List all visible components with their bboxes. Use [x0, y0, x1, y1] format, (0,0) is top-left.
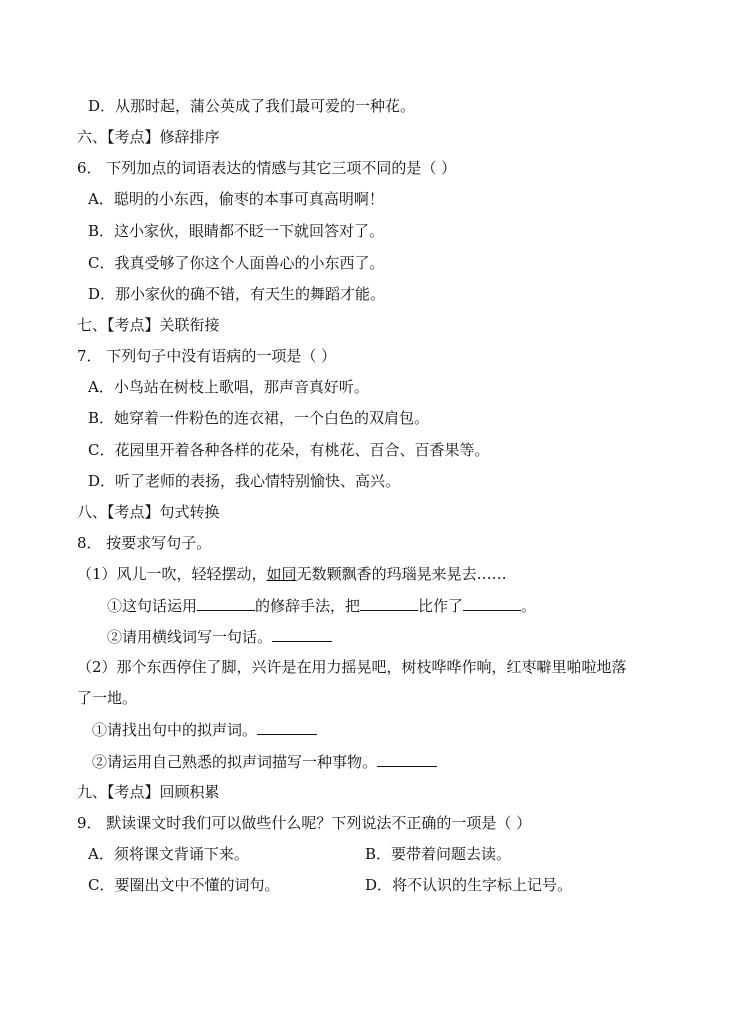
q9-option-d: D．将不认识的生字标上记号。 — [365, 876, 573, 894]
q8-stem: 8． 按要求写句子。 — [77, 534, 212, 552]
q8-part2-item1 — [92, 718, 317, 741]
section-8-heading: 八、【考点】句式转换 — [77, 503, 220, 521]
answer-blank-description[interactable] — [377, 750, 437, 767]
q8-part1-item2-text: ②请用横线词写一句话。 — [107, 628, 273, 646]
answer-blank-object[interactable] — [463, 594, 521, 611]
answer-blank-rhetoric[interactable] — [197, 594, 255, 611]
q7-option-d: D．听了老师的表扬，我心情特别愉快、高兴。 — [88, 472, 401, 490]
q9-option-a: A．须将课文背诵下来。 — [88, 845, 249, 863]
q6-stem: 6． 下列加点的词语表达的情感与其它三项不同的是（ ） — [77, 159, 457, 177]
q9-option-b: B．要带着问题去读。 — [365, 845, 512, 863]
q8-part1-item1-text-d: 。 — [521, 597, 537, 615]
answer-blank-onomatopoeia[interactable] — [257, 718, 317, 735]
q8-part2-item1-text: ①请找出句中的拟声词。 — [92, 721, 258, 739]
q7-option-c: C．花园里开着各种各样的花朵，有桃花、百合、百香果等。 — [88, 441, 490, 459]
q8-part2-item2 — [92, 750, 437, 773]
q6-option-b: B．这小家伙，眼睛都不眨一下就回答对了。 — [88, 222, 385, 240]
section-7-heading: 七、【考点】关联衔接 — [77, 316, 220, 334]
q6-option-a: A．聪明的小东西，偷枣的本事可真高明啊！ — [88, 190, 384, 208]
q8-part2-sentence-line2: 了一地。 — [77, 689, 138, 707]
q7-option-a: A．小鸟站在树枝上歌唱，那声音真好听。 — [88, 378, 369, 396]
section-9-heading: 九、【考点】回顾积累 — [77, 783, 220, 801]
q6-option-c: C．我真受够了你这个人面兽心的小东西了。 — [88, 254, 385, 272]
q9-stem: 9． 默读课文时我们可以做些什么呢？下列说法不正确的一项是（ ） — [77, 814, 532, 832]
q8-part2-sentence-line1: （2）那个东西停住了脚，兴许是在用力摇晃吧，树枝哗哗作响，红枣噼里啪啦地落 — [77, 658, 627, 676]
q8-part1-item1 — [107, 594, 536, 617]
q8-part1-item2 — [107, 625, 332, 648]
q5-option-d: D．从那时起，蒲公英成了我们最可爱的一种花。 — [88, 97, 416, 115]
q8-part1-item1-text-a: ①这句话运用 — [107, 597, 198, 615]
q8-part1-item1-text-c: 比作了 — [418, 597, 464, 615]
answer-blank-sentence[interactable] — [272, 625, 332, 642]
section-6-heading: 六、【考点】修辞排序 — [77, 128, 220, 146]
q8-part1-item1-text-b: 的修辞手法，把 — [255, 597, 361, 615]
q6-option-d: D．那小家伙的确不错，有天生的舞蹈才能。 — [88, 285, 386, 303]
answer-blank-subject[interactable] — [360, 594, 418, 611]
q8-part1-underlined-word: 如同 — [266, 565, 297, 583]
q7-option-b: B．她穿着一件粉色的连衣裙，一个白色的双肩包。 — [88, 409, 430, 427]
q8-part1-sentence-pre: （1）风儿一吹，轻轻摆动， — [77, 565, 267, 583]
q7-stem: 7． 下列句子中没有语病的一项是（ ） — [77, 347, 337, 365]
q8-part1-sentence-post: 无数颗飘香的玛瑙晃来晃去…… — [296, 565, 507, 583]
q8-part2-item2-text: ②请运用自己熟悉的拟声词描写一种事物。 — [92, 753, 378, 771]
q9-option-c: C．要圈出文中不懂的词句。 — [88, 876, 280, 894]
q8-part1-sentence — [77, 563, 507, 585]
